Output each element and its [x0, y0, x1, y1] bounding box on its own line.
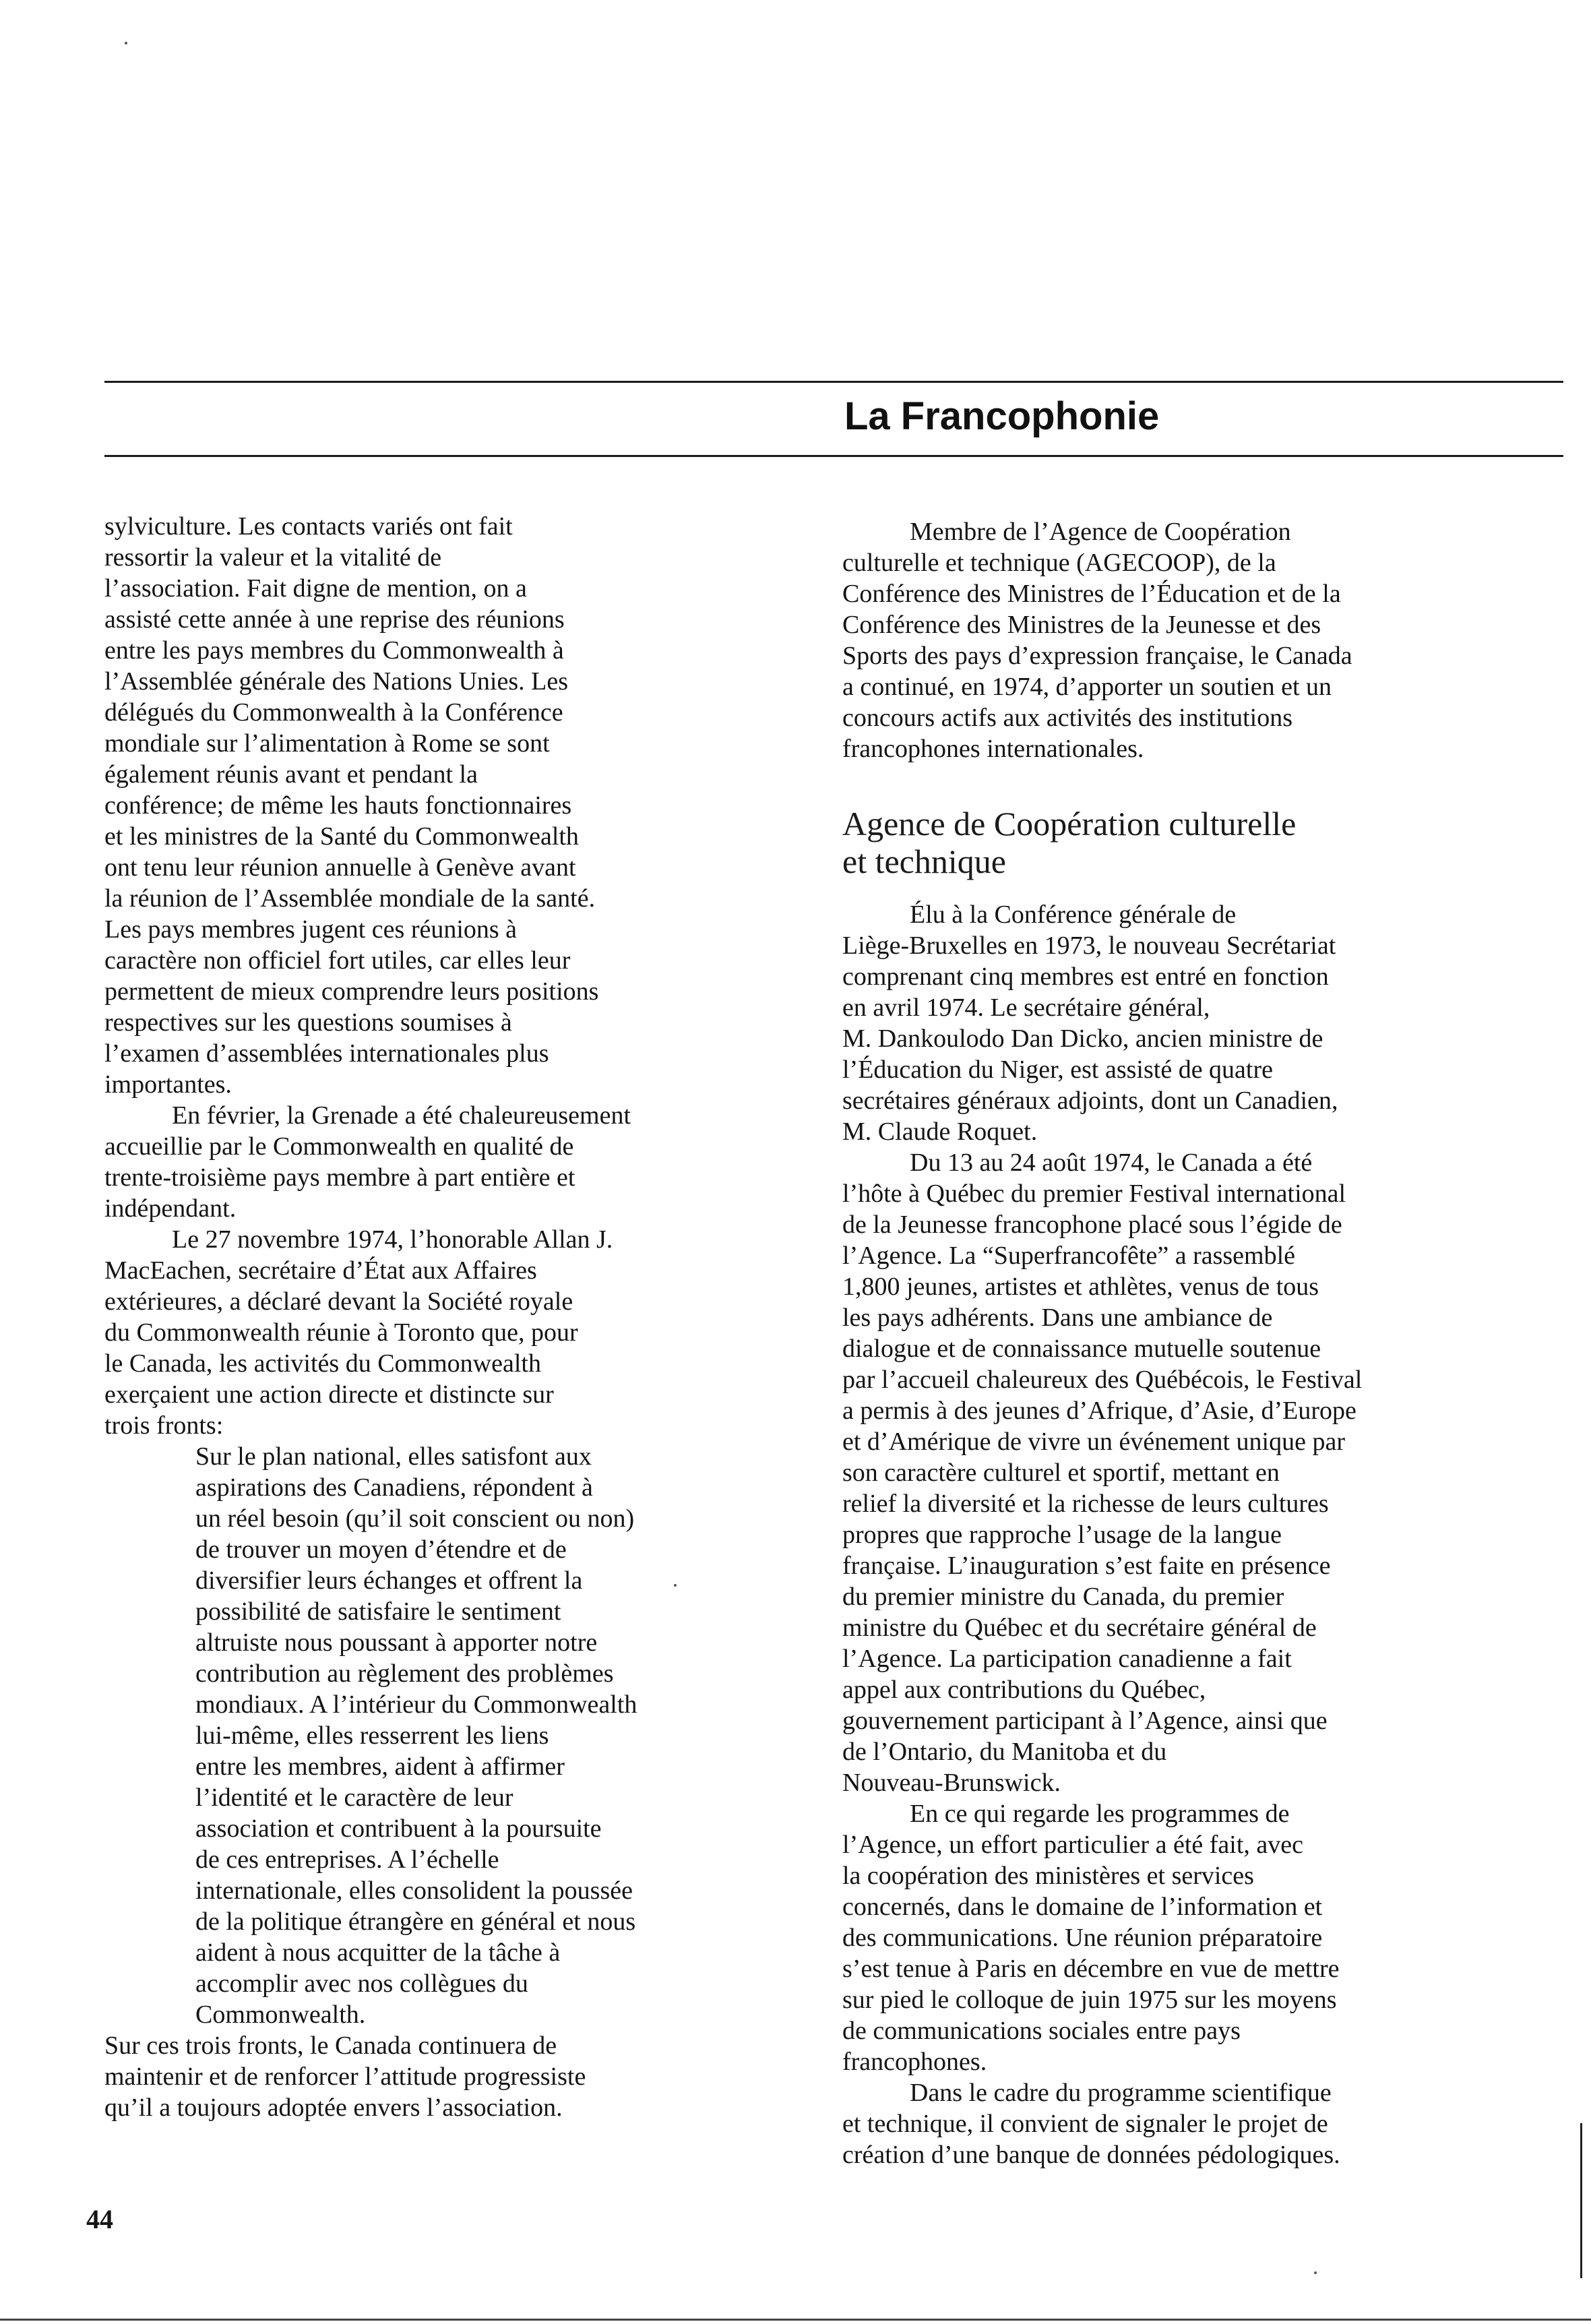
text-line: respectives sur les questions soumises à [104, 1008, 512, 1037]
text-line: propres que rapproche l’usage de la langue [842, 1521, 1282, 1549]
paragraph [104, 511, 724, 1100]
text-line: indépendant. [104, 1194, 237, 1223]
text-line: qu’il a toujours adoptée envers l’association. [104, 2093, 563, 2122]
text-line: secrétaires généraux adjoints, dont un Canadien, [842, 1087, 1338, 1115]
text-line: la réunion de l’Assemblée mondiale de la santé. [104, 884, 596, 913]
text-line: sylviculture. Les contacts variés ont fait [104, 512, 513, 541]
text-line: association et contribuent à la poursuite [195, 1814, 602, 1843]
text-line: l’hôte à Québec du premier Festival international [842, 1180, 1346, 1208]
text-line: relief la diversité et la richesse de leurs cultures [842, 1490, 1329, 1518]
text-line: de l’Ontario, du Manitoba et du [842, 1738, 1167, 1766]
text-line: trois fronts: [104, 1411, 224, 1440]
text-line: aspirations des Canadiens, répondent à [195, 1473, 593, 1502]
text-line: mondiale sur l’alimentation à Rome se sont [104, 729, 550, 758]
text-line: de ces entreprises. A l’échelle [195, 1845, 499, 1874]
text-line: Élu à la Conférence générale de [910, 900, 1237, 929]
paragraph [842, 899, 1462, 1147]
text-line: accueillie par le Commonwealth en qualité de [104, 1132, 574, 1161]
text-line: les pays adhérents. Dans une ambiance de [842, 1304, 1273, 1332]
text-line: l’examen d’assemblées internationales plus [104, 1039, 549, 1068]
paragraph [842, 516, 1462, 764]
page-edge-mark [1580, 2123, 1582, 2278]
text-line: de la Jeunesse francophone placé sous l’égide de [842, 1211, 1342, 1239]
text-line: concernés, dans le domaine de l’information et [842, 1893, 1323, 1921]
text-line: l’Agence. La participation canadienne a fait [842, 1645, 1292, 1673]
text-line: Sports des pays d’expression française, le Canada [842, 642, 1352, 670]
sub-heading-line: et technique [842, 843, 1006, 880]
text-line: contribution au règlement des problèmes [195, 1659, 614, 1688]
text-line: culturelle et technique (AGECOOP), de la [842, 549, 1276, 577]
text-line: En ce qui regarde les programmes de [910, 1800, 1290, 1828]
paragraph [104, 1224, 724, 1441]
text-line: la coopération des ministères et services [842, 1862, 1254, 1890]
left-column [104, 511, 724, 2123]
header-rule-bottom [104, 455, 1563, 457]
scan-speck [674, 1584, 677, 1587]
text-line: française. L’inauguration s’est faite en présence [842, 1552, 1331, 1580]
text-line: gouvernement participant à l’Agence, ainsi que [842, 1707, 1328, 1735]
text-line: ressortir la valeur et la vitalité de [104, 543, 442, 572]
text-line: l’Assemblée générale des Nations Unies. Les [104, 667, 569, 696]
text-line: par l’accueil chaleureux des Québécois, le Festival [842, 1366, 1363, 1394]
right-column [842, 516, 1462, 2170]
text-line: Nouveau-Brunswick. [842, 1769, 1061, 1797]
text-line: et les ministres de la Santé du Commonwealth [104, 822, 579, 851]
text-line: francophones. [842, 2048, 987, 2076]
text-line: entre les membres, aident à affirmer [195, 1752, 565, 1781]
text-line: mondiaux. A l’intérieur du Commonwealth [195, 1690, 637, 1719]
text-line: de communications sociales entre pays [842, 2017, 1241, 2045]
text-line: dialogue et de connaissance mutuelle soutenue [842, 1335, 1321, 1363]
text-line: altruiste nous poussant à apporter notre [195, 1628, 598, 1657]
text-line: internationale, elles consolident la poussée [195, 1876, 633, 1905]
text-line: s’est tenue à Paris en décembre en vue de mettre [842, 1955, 1340, 1983]
text-line: aident à nous acquitter de la tâche à [195, 1938, 561, 1967]
text-line: assisté cette année à une reprise des réunions [104, 605, 565, 634]
text-line: Le 27 novembre 1974, l’honorable Allan J. [172, 1225, 613, 1254]
text-line: possibilité de satisfaire le sentiment [195, 1597, 561, 1626]
text-line: importantes. [104, 1070, 232, 1099]
text-line: également réunis avant et pendant la [104, 760, 478, 789]
text-line: lui-même, elles resserrent les liens [195, 1721, 549, 1750]
text-line: accomplir avec nos collègues du [195, 1969, 528, 1998]
text-line: en avril 1974. Le secrétaire général, [842, 993, 1210, 1022]
text-line: En février, la Grenade a été chaleureusement [172, 1101, 631, 1130]
text-line: Sur ces trois fronts, le Canada continuera de [104, 2031, 557, 2060]
text-line: un réel besoin (qu’il soit conscient ou non) [195, 1504, 635, 1533]
text-line: sur pied le colloque de juin 1975 sur les moyens [842, 1986, 1337, 2014]
text-line: M. Dankoulodo Dan Dicko, ancien ministre de [842, 1025, 1323, 1053]
text-line: ont tenu leur réunion annuelle à Genève avant [104, 853, 576, 882]
text-line: de trouver un moyen d’étendre et de [195, 1535, 567, 1564]
text-line: a continué, en 1974, d’apporter un soutien et un [842, 673, 1332, 701]
text-line: Du 13 au 24 août 1974, le Canada a été [910, 1149, 1313, 1177]
text-line: Conférence des Ministres de l’Éducation et de la [842, 580, 1341, 608]
text-line: l’identité et le caractère de leur [195, 1783, 513, 1812]
text-line: maintenir et de renforcer l’attitude progressiste [104, 2062, 586, 2091]
paragraph [842, 2077, 1462, 2170]
paragraph [842, 1147, 1462, 1798]
text-line: comprenant cinq membres est entré en fonction [842, 962, 1329, 991]
text-line: l’Éducation du Niger, est assisté de quatre [842, 1056, 1274, 1084]
text-line: a permis à des jeunes d’Afrique, d’Asie, d’Europe [842, 1397, 1356, 1425]
text-line: Liège-Bruxelles en 1973, le nouveau Secrétariat [842, 931, 1336, 960]
text-line: concours actifs aux activités des institutions [842, 704, 1293, 732]
text-line: caractère non officiel fort utiles, car elles leur [104, 946, 571, 975]
text-line: 1,800 jeunes, artistes et athlètes, venus de tous [842, 1273, 1319, 1301]
text-line: et d’Amérique de vivre un événement unique par [842, 1428, 1345, 1456]
text-line: l’Agence, un effort particulier a été fait, avec [842, 1831, 1303, 1859]
text-line: entre les pays membres du Commonwealth à [104, 636, 564, 665]
sub-heading-line: Agence de Coopération culturelle [842, 805, 1297, 843]
paragraph [104, 2030, 724, 2123]
text-line: ministre du Québec et du secrétaire général de [842, 1614, 1317, 1642]
text-line: Dans le cadre du programme scientifique [910, 2079, 1332, 2107]
text-line: Les pays membres jugent ces réunions à [104, 915, 518, 944]
text-line: M. Claude Roquet. [842, 1118, 1038, 1146]
text-line: délégués du Commonwealth à la Conférence [104, 698, 563, 727]
page-number: 44 [86, 2204, 113, 2234]
text-line: le Canada, les activités du Commonwealth [104, 1349, 541, 1378]
header-rule-top [104, 381, 1563, 383]
text-line: du premier ministre du Canada, du premier [842, 1583, 1284, 1611]
text-line: de la politique étrangère en général et nous [195, 1907, 636, 1936]
text-line: l’association. Fait digne de mention, on a [104, 574, 527, 603]
text-line: Sur le plan national, elles satisfont aux [195, 1442, 592, 1471]
page-edge-mark [0, 2319, 1591, 2321]
text-line: trente-troisième pays membre à part entière et [104, 1163, 575, 1192]
text-line: son caractère culturel et sportif, mettant en [842, 1459, 1280, 1487]
paragraph [104, 1441, 724, 2030]
text-line: Conférence des Ministres de la Jeunesse et des [842, 611, 1321, 639]
text-line: du Commonwealth réunie à Toronto que, pour [104, 1318, 578, 1347]
text-line: permettent de mieux comprendre leurs positions [104, 977, 599, 1006]
text-line: Commonwealth. [195, 2000, 366, 2029]
text-line: Membre de l’Agence de Coopération [910, 518, 1291, 546]
scan-speck [1314, 2271, 1317, 2274]
text-line: création d’une banque de données pédologiques. [842, 2141, 1340, 2169]
text-line: l’Agence. La “Superfrancofête” a rassemblé [842, 1242, 1296, 1270]
section-title: La Francophonie [844, 394, 1160, 438]
text-line: des communications. Une réunion préparatoire [842, 1924, 1323, 1952]
scan-speck [125, 42, 127, 44]
paragraph [104, 1100, 724, 1224]
text-line: et technique, il convient de signaler le projet de [842, 2110, 1328, 2138]
sub-heading [842, 805, 1462, 880]
paragraph [842, 1798, 1462, 2077]
text-line: exerçaient une action directe et distincte sur [104, 1380, 554, 1409]
text-line: diversifier leurs échanges et offrent la [195, 1566, 583, 1595]
text-line: francophones internationales. [842, 735, 1144, 763]
text-line: MacEachen, secrétaire d’État aux Affaires [104, 1256, 537, 1285]
text-line: appel aux contributions du Québec, [842, 1676, 1206, 1704]
text-line: conférence; de même les hauts fonctionnaires [104, 791, 572, 820]
text-line: extérieures, a déclaré devant la Société royale [104, 1287, 573, 1316]
